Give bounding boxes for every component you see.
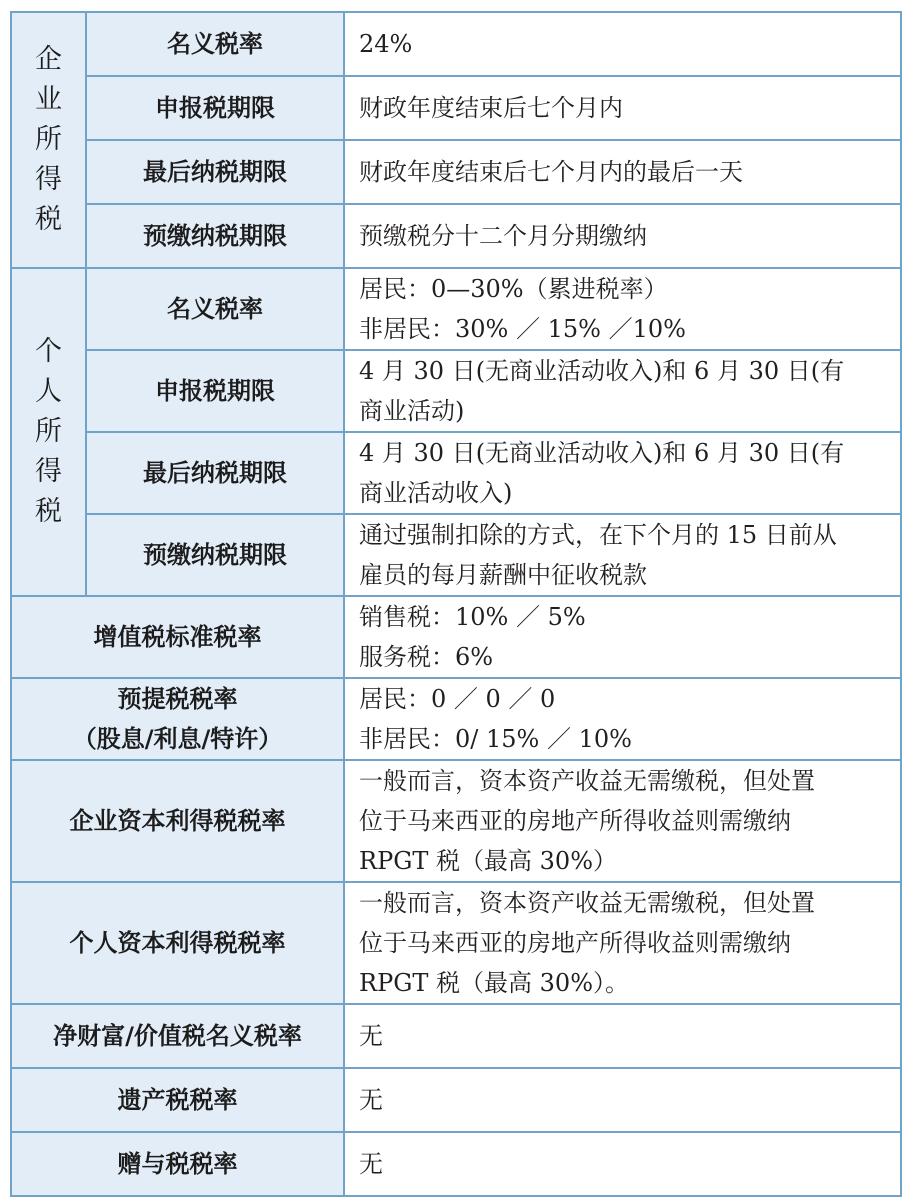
table-row bbox=[11, 204, 901, 268]
row-label: 个人资本利得税税率 bbox=[11, 882, 344, 1004]
row-value: 通过强制扣除的方式，在下个月的 15 日前从 雇员的每月薪酬中征收税款 bbox=[344, 514, 901, 596]
table-row bbox=[11, 882, 901, 1004]
table-row bbox=[11, 350, 901, 432]
personal-income-tax-group-label: 个 人 所 得 税 bbox=[11, 268, 86, 596]
table-row bbox=[11, 596, 901, 678]
row-label: 预缴纳税期限 bbox=[86, 514, 344, 596]
row-label: 遗产税税率 bbox=[11, 1068, 344, 1132]
row-label: 名义税率 bbox=[86, 268, 344, 350]
row-label: 增值税标准税率 bbox=[11, 596, 344, 678]
row-label: 名义税率 bbox=[86, 12, 344, 76]
row-value: 财政年度结束后七个月内的最后一天 bbox=[344, 140, 901, 204]
row-label: 净财富/价值税名义税率 bbox=[11, 1004, 344, 1068]
row-value: 财政年度结束后七个月内 bbox=[344, 76, 901, 140]
row-label: 预缴纳税期限 bbox=[86, 204, 344, 268]
table-row bbox=[11, 432, 901, 514]
tax-summary-table bbox=[10, 11, 902, 1197]
corporate-income-tax-group-label: 企 业 所 得 税 bbox=[11, 12, 86, 268]
row-value: 一般而言，资本资产收益无需缴税，但处置 位于马来西亚的房地产所得收益则需缴纳 RPGT 税（最高 30%）。 bbox=[344, 882, 901, 1004]
table-row bbox=[11, 514, 901, 596]
row-label: 申报税期限 bbox=[86, 350, 344, 432]
row-label: 企业资本利得税税率 bbox=[11, 760, 344, 882]
row-value: 一般而言，资本资产收益无需缴税，但处置 位于马来西亚的房地产所得收益则需缴纳 RPGT 税（最高 30%） bbox=[344, 760, 901, 882]
table-row bbox=[11, 268, 901, 350]
table-row bbox=[11, 76, 901, 140]
row-label: 赠与税税率 bbox=[11, 1132, 344, 1196]
row-value: 无 bbox=[344, 1004, 901, 1068]
row-value: 销售税：10% ／ 5% 服务税：6% bbox=[344, 596, 901, 678]
table-row bbox=[11, 678, 901, 760]
table-row bbox=[11, 140, 901, 204]
row-value: 4 月 30 日(无商业活动收入)和 6 月 30 日(有 商业活动) bbox=[344, 350, 901, 432]
row-value: 居民：0—30%（累进税率） 非居民：30% ／ 15% ／10% bbox=[344, 268, 901, 350]
table-row bbox=[11, 1004, 901, 1068]
row-label: 最后纳税期限 bbox=[86, 432, 344, 514]
row-value: 居民：0 ／ 0 ／ 0 非居民：0/ 15% ／ 10% bbox=[344, 678, 901, 760]
row-value: 24% bbox=[344, 12, 901, 76]
table-row bbox=[11, 1068, 901, 1132]
table-row bbox=[11, 1132, 901, 1196]
row-label: 申报税期限 bbox=[86, 76, 344, 140]
row-label: 最后纳税期限 bbox=[86, 140, 344, 204]
row-label: 预提税税率 （股息/利息/特许） bbox=[11, 678, 344, 760]
table-row bbox=[11, 760, 901, 882]
row-value: 无 bbox=[344, 1068, 901, 1132]
row-value: 无 bbox=[344, 1132, 901, 1196]
row-value: 预缴税分十二个月分期缴纳 bbox=[344, 204, 901, 268]
row-value: 4 月 30 日(无商业活动收入)和 6 月 30 日(有 商业活动收入) bbox=[344, 432, 901, 514]
table-row bbox=[11, 12, 901, 76]
